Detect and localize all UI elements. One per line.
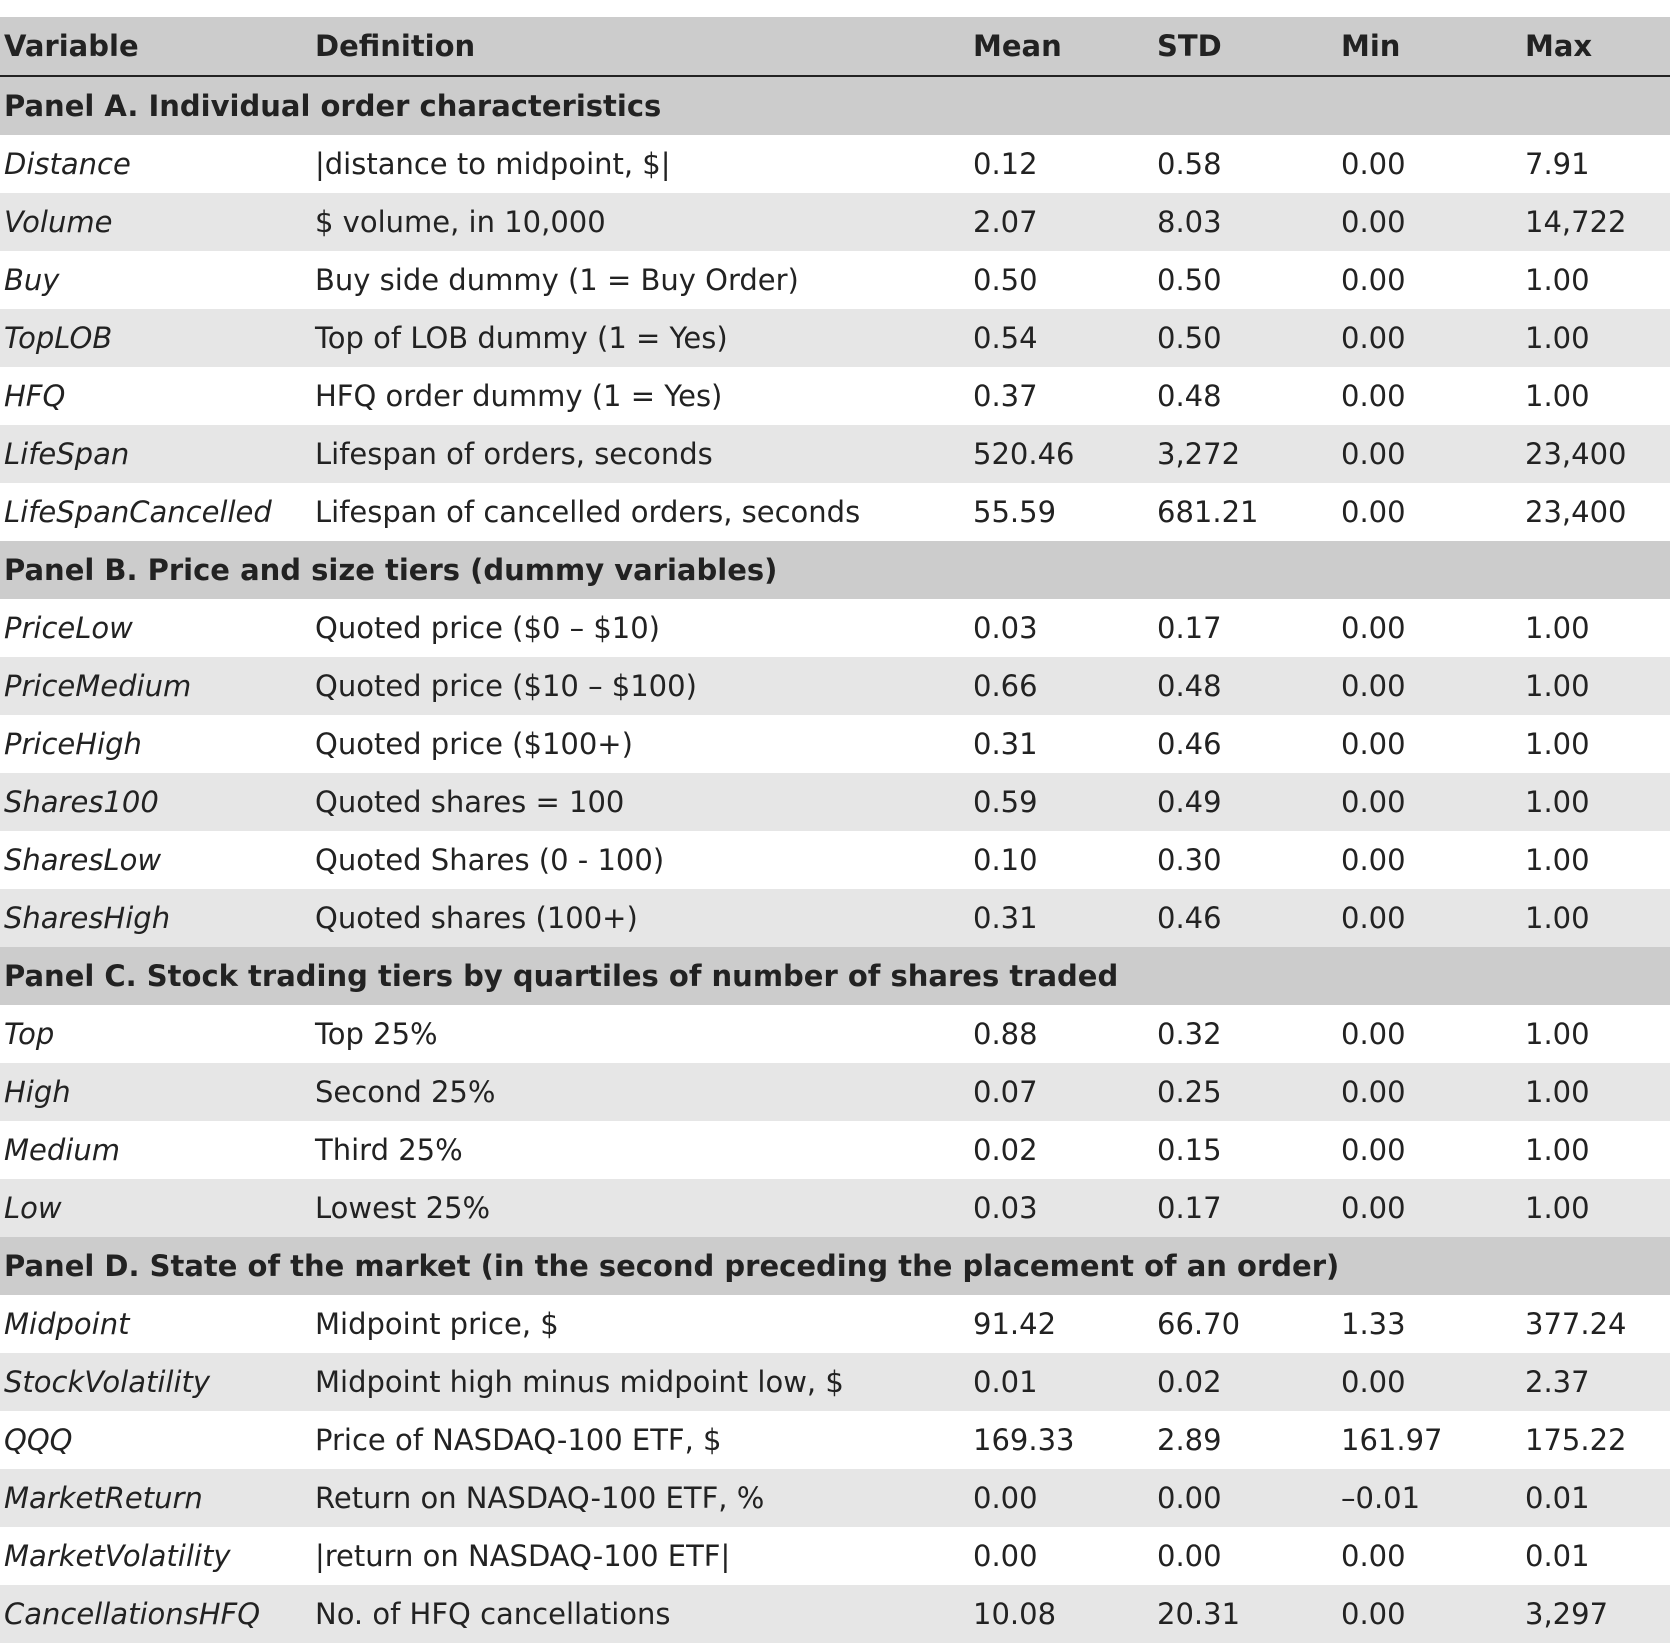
panel-header-row xyxy=(0,1237,1670,1295)
table-row xyxy=(0,657,1670,715)
cell-std: 0.50 xyxy=(1153,309,1337,367)
cell-definition: |return on NASDAQ-100 ETF| xyxy=(315,1539,731,1573)
cell-std: 8.03 xyxy=(1153,193,1337,251)
cell-mean: 0.01 xyxy=(969,1353,1153,1411)
header-min: Min xyxy=(1337,17,1521,76)
cell-min: 0.00 xyxy=(1337,1179,1521,1237)
cell-std: 0.46 xyxy=(1157,727,1222,761)
cell-std: 20.31 xyxy=(1153,1585,1337,1643)
cell-mean: 0.66 xyxy=(969,657,1153,715)
cell-definition: Quoted shares (100+) xyxy=(311,889,969,947)
cell-mean: 0.88 xyxy=(973,1017,1038,1051)
table-header xyxy=(0,17,1670,76)
cell-mean: 55.59 xyxy=(973,495,1057,529)
cell-variable: High xyxy=(0,1063,311,1121)
cell-definition: Lifespan of cancelled orders, seconds xyxy=(315,495,861,529)
cell-std: 0.00 xyxy=(1153,1469,1337,1527)
cell-definition: Quoted price ($0 – $10) xyxy=(315,611,660,645)
cell-std: 66.70 xyxy=(1157,1307,1241,1341)
cell-max: 1.00 xyxy=(1525,379,1590,413)
cell-mean: 0.31 xyxy=(969,889,1153,947)
cell-std: 0.15 xyxy=(1157,1133,1222,1167)
cell-std: 0.30 xyxy=(1157,843,1222,877)
cell-variable: Shares100 xyxy=(0,773,311,831)
table-row xyxy=(0,831,1670,889)
panel-title: Panel C. Stock trading tiers by quartiles of number of shares traded xyxy=(0,947,1670,1005)
cell-max: 1.00 xyxy=(1525,263,1590,297)
cell-std: 0.25 xyxy=(1153,1063,1337,1121)
cell-max: 1.00 xyxy=(1521,773,1670,831)
table-row xyxy=(0,1121,1670,1179)
cell-variable: StockVolatility xyxy=(0,1353,311,1411)
cell-std: 0.49 xyxy=(1153,773,1337,831)
panel-header-row xyxy=(0,541,1670,599)
cell-max: 3,297 xyxy=(1521,1585,1670,1643)
cell-variable: HFQ xyxy=(4,379,66,413)
cell-definition: Midpoint high minus midpoint low, $ xyxy=(311,1353,969,1411)
cell-min: 0.00 xyxy=(1341,843,1406,877)
cell-max: 1.00 xyxy=(1521,889,1670,947)
cell-min: 0.00 xyxy=(1337,1585,1521,1643)
table-row xyxy=(0,1469,1670,1527)
cell-min: 0.00 xyxy=(1337,773,1521,831)
table-row xyxy=(0,1527,1670,1585)
header-std: STD xyxy=(1153,17,1337,76)
cell-std: 0.48 xyxy=(1157,379,1222,413)
cell-mean: 91.42 xyxy=(973,1307,1057,1341)
cell-variable: Top xyxy=(4,1017,55,1051)
cell-max: 377.24 xyxy=(1525,1307,1627,1341)
cell-min: –0.01 xyxy=(1337,1469,1521,1527)
cell-definition: Lowest 25% xyxy=(311,1179,969,1237)
table-row xyxy=(0,1179,1670,1237)
table-row xyxy=(0,193,1670,251)
cell-min: 0.00 xyxy=(1337,657,1521,715)
cell-min: 0.00 xyxy=(1337,1063,1521,1121)
cell-min: 0.00 xyxy=(1341,495,1406,529)
cell-std: 0.50 xyxy=(1157,263,1222,297)
cell-min: 161.97 xyxy=(1341,1423,1443,1457)
cell-max: 0.01 xyxy=(1525,1539,1590,1573)
header-mean: Mean xyxy=(969,17,1153,76)
cell-mean: 520.46 xyxy=(969,425,1153,483)
cell-max: 175.22 xyxy=(1525,1423,1627,1457)
cell-std: 0.58 xyxy=(1157,147,1222,181)
cell-variable: QQQ xyxy=(4,1423,73,1457)
cell-max: 23,400 xyxy=(1521,425,1670,483)
cell-mean: 0.37 xyxy=(973,379,1038,413)
table-row xyxy=(0,425,1670,483)
cell-mean: 0.54 xyxy=(969,309,1153,367)
cell-min: 0.00 xyxy=(1341,1539,1406,1573)
cell-definition: Second 25% xyxy=(311,1063,969,1121)
cell-variable: Low xyxy=(0,1179,311,1237)
cell-mean: 0.03 xyxy=(969,1179,1153,1237)
cell-variable: PriceHigh xyxy=(4,727,142,761)
cell-definition: Buy side dummy (1 = Buy Order) xyxy=(315,263,799,297)
cell-mean: 169.33 xyxy=(973,1423,1075,1457)
table-row xyxy=(0,1411,1670,1469)
cell-variable: Distance xyxy=(4,147,131,181)
cell-std: 0.48 xyxy=(1153,657,1337,715)
cell-mean: 10.08 xyxy=(969,1585,1153,1643)
summary-statistics-table xyxy=(0,17,1670,1643)
cell-mean: 0.00 xyxy=(969,1469,1153,1527)
table-row xyxy=(0,715,1670,773)
cell-variable: Volume xyxy=(0,193,311,251)
cell-mean: 0.02 xyxy=(973,1133,1038,1167)
table-row xyxy=(0,251,1670,309)
cell-variable: Buy xyxy=(4,263,60,297)
cell-max: 1.00 xyxy=(1525,843,1590,877)
table-row xyxy=(0,1005,1670,1063)
cell-min: 1.33 xyxy=(1341,1307,1406,1341)
cell-min: 0.00 xyxy=(1337,889,1521,947)
cell-variable: PriceLow xyxy=(4,611,133,645)
cell-std: 0.00 xyxy=(1157,1539,1222,1573)
cell-std: 0.02 xyxy=(1153,1353,1337,1411)
cell-definition: Midpoint price, $ xyxy=(315,1307,559,1341)
cell-variable: SharesHigh xyxy=(0,889,311,947)
cell-mean: 0.50 xyxy=(973,263,1038,297)
cell-max: 1.00 xyxy=(1525,1133,1590,1167)
panel-header-row xyxy=(0,947,1670,1005)
cell-std: 681.21 xyxy=(1157,495,1259,529)
cell-definition: No. of HFQ cancellations xyxy=(311,1585,969,1643)
cell-definition: Quoted price ($100+) xyxy=(315,727,633,761)
cell-min: 0.00 xyxy=(1337,193,1521,251)
cell-std: 0.32 xyxy=(1157,1017,1222,1051)
table-row xyxy=(0,599,1670,657)
cell-std: 2.89 xyxy=(1157,1423,1222,1457)
cell-min: 0.00 xyxy=(1337,425,1521,483)
cell-variable: LifeSpan xyxy=(0,425,311,483)
cell-max: 1.00 xyxy=(1525,1017,1590,1051)
table-row xyxy=(0,1063,1670,1121)
cell-max: 14,722 xyxy=(1521,193,1670,251)
table-row xyxy=(0,1585,1670,1643)
cell-variable: MarketVolatility xyxy=(4,1539,231,1573)
header-variable: Variable xyxy=(0,17,311,76)
cell-max: 1.00 xyxy=(1521,657,1670,715)
header-max: Max xyxy=(1521,17,1670,76)
cell-min: 0.00 xyxy=(1341,1133,1406,1167)
panel-header-row xyxy=(0,76,1670,135)
cell-variable: Midpoint xyxy=(4,1307,130,1341)
cell-std: 0.17 xyxy=(1153,1179,1337,1237)
cell-definition: HFQ order dummy (1 = Yes) xyxy=(315,379,723,413)
cell-max: 23,400 xyxy=(1525,495,1627,529)
cell-min: 0.00 xyxy=(1341,263,1406,297)
header-definition: Definition xyxy=(311,17,969,76)
cell-min: 0.00 xyxy=(1341,147,1406,181)
cell-std: 0.17 xyxy=(1157,611,1222,645)
cell-max: 1.00 xyxy=(1521,309,1670,367)
cell-mean: 2.07 xyxy=(969,193,1153,251)
cell-min: 0.00 xyxy=(1337,309,1521,367)
cell-definition: Return on NASDAQ-100 ETF, % xyxy=(311,1469,969,1527)
cell-variable: SharesLow xyxy=(4,843,162,877)
cell-std: 0.46 xyxy=(1153,889,1337,947)
cell-definition: Quoted shares = 100 xyxy=(311,773,969,831)
table-row xyxy=(0,773,1670,831)
cell-definition: $ volume, in 10,000 xyxy=(311,193,969,251)
cell-definition: |distance to midpoint, $| xyxy=(315,147,671,181)
cell-variable: TopLOB xyxy=(0,309,311,367)
cell-max: 1.00 xyxy=(1525,727,1590,761)
table-row xyxy=(0,135,1670,193)
panel-title: Panel A. Individual order characteristics xyxy=(0,76,1670,135)
cell-max: 7.91 xyxy=(1525,147,1590,181)
table-row xyxy=(0,309,1670,367)
cell-min: 0.00 xyxy=(1341,611,1406,645)
table-body xyxy=(0,76,1670,1643)
cell-min: 0.00 xyxy=(1341,1017,1406,1051)
cell-min: 0.00 xyxy=(1337,1353,1521,1411)
cell-std: 3,272 xyxy=(1153,425,1337,483)
cell-max: 0.01 xyxy=(1521,1469,1670,1527)
table-row xyxy=(0,483,1670,541)
cell-definition: Top of LOB dummy (1 = Yes) xyxy=(311,309,969,367)
cell-definition: Third 25% xyxy=(315,1133,463,1167)
cell-min: 0.00 xyxy=(1341,727,1406,761)
cell-variable: Medium xyxy=(4,1133,120,1167)
cell-mean: 0.59 xyxy=(969,773,1153,831)
cell-mean: 0.12 xyxy=(973,147,1038,181)
table-row xyxy=(0,1295,1670,1353)
table-row xyxy=(0,367,1670,425)
cell-mean: 0.07 xyxy=(969,1063,1153,1121)
cell-min: 0.00 xyxy=(1341,379,1406,413)
cell-max: 1.00 xyxy=(1521,1063,1670,1121)
cell-max: 2.37 xyxy=(1521,1353,1670,1411)
panel-title: Panel B. Price and size tiers (dummy variables) xyxy=(0,541,1670,599)
cell-mean: 0.03 xyxy=(973,611,1038,645)
cell-variable: LifeSpanCancelled xyxy=(4,495,272,529)
cell-variable: CancellationsHFQ xyxy=(0,1585,311,1643)
cell-mean: 0.10 xyxy=(973,843,1038,877)
cell-variable: PriceMedium xyxy=(0,657,311,715)
cell-definition: Top 25% xyxy=(315,1017,438,1051)
panel-title: Panel D. State of the market (in the second preceding the placement of an order) xyxy=(0,1237,1670,1295)
cell-definition: Quoted Shares (0 - 100) xyxy=(315,843,665,877)
cell-definition: Lifespan of orders, seconds xyxy=(311,425,969,483)
table-row xyxy=(0,889,1670,947)
cell-mean: 0.00 xyxy=(973,1539,1038,1573)
table-row xyxy=(0,1353,1670,1411)
cell-max: 1.00 xyxy=(1525,611,1590,645)
cell-definition: Quoted price ($10 – $100) xyxy=(311,657,969,715)
cell-mean: 0.31 xyxy=(973,727,1038,761)
cell-max: 1.00 xyxy=(1521,1179,1670,1237)
header-row xyxy=(0,17,1670,76)
cell-variable: MarketReturn xyxy=(0,1469,311,1527)
cell-definition: Price of NASDAQ-100 ETF, $ xyxy=(315,1423,722,1457)
